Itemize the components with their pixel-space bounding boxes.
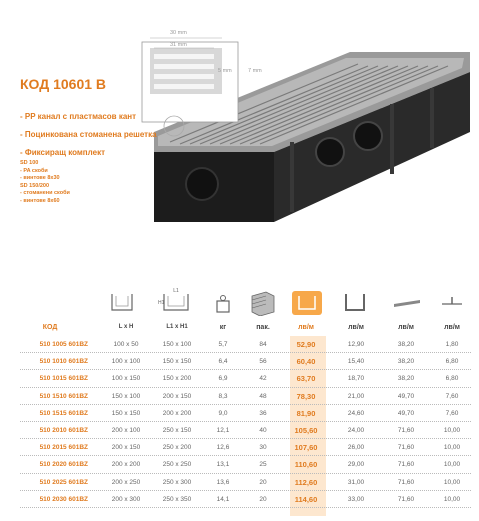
- cell-p3: 7,60: [445, 409, 459, 417]
- cell-pak: 36: [259, 409, 267, 417]
- dim-label-2: 31 mm: [170, 42, 187, 48]
- sub-item: - винтове 8x60: [20, 197, 60, 204]
- sub-item: SD 100: [20, 160, 39, 166]
- table-row: [0, 388, 479, 405]
- product-illustration: [140, 12, 470, 232]
- sub-item: - PA скоби: [20, 167, 48, 174]
- cell-p2: 38,20: [397, 358, 415, 366]
- cell-p1: 31,00: [347, 478, 365, 486]
- table-header: [0, 288, 479, 332]
- channel-dimension-icon: [158, 288, 194, 316]
- header-kg: кг: [219, 324, 227, 331]
- cell-p2: 38,20: [397, 375, 415, 383]
- cell-pak: 48: [259, 392, 267, 400]
- cell-p1: 21,00: [347, 392, 365, 400]
- grate-icon: [392, 296, 422, 310]
- row-separator: [20, 507, 471, 508]
- cell-l1h1: 250 x 300: [162, 478, 192, 486]
- cell-p3: 6,80: [445, 358, 459, 366]
- cell-l1h1: 250 x 350: [162, 495, 192, 503]
- cell-p2: 71,60: [397, 426, 415, 434]
- header-p2: лв/м: [398, 324, 414, 331]
- cell-kg: 12,6: [216, 444, 230, 452]
- l1-marker: L1: [173, 288, 179, 294]
- cell-code: 510 2015 601BZ: [39, 444, 88, 452]
- cell-l1h1: 250 x 200: [162, 444, 192, 452]
- cell-lh: 200 x 300: [111, 495, 141, 503]
- cell-price: 52,90: [296, 340, 316, 349]
- cell-p3: 7,60: [445, 392, 459, 400]
- cell-code: 510 1515 601BZ: [39, 409, 88, 417]
- cell-code: 510 1010 601BZ: [39, 358, 88, 366]
- cell-pak: 56: [259, 358, 267, 366]
- header-lh: L x H: [118, 324, 134, 330]
- cell-l1h1: 150 x 100: [162, 341, 192, 348]
- cell-p3: 10,00: [443, 495, 461, 503]
- sub-item: - стоманени скоби: [20, 190, 70, 196]
- cell-code: 510 1005 601BZ: [39, 341, 88, 348]
- price-table: [0, 336, 479, 508]
- cell-lh: 100 x 150: [111, 375, 141, 383]
- header-p3: лв/м: [444, 324, 460, 331]
- cell-p3: 1,80: [445, 341, 459, 348]
- sub-item: SD 150/200: [20, 182, 50, 189]
- table-row: [0, 456, 479, 473]
- cell-kg: 6,4: [218, 358, 228, 366]
- cell-lh: 100 x 100: [111, 358, 141, 366]
- dim-label-4: 7 mm: [248, 68, 262, 74]
- dim-label-1: 30 mm: [170, 30, 187, 36]
- end-cap-icon: [342, 292, 368, 314]
- cell-p2: 71,60: [397, 495, 415, 503]
- cell-p3: 10,00: [443, 444, 461, 452]
- cell-kg: 9,0: [218, 409, 228, 417]
- cell-kg: 14,1: [216, 495, 230, 503]
- pallet-icon: [248, 290, 276, 316]
- cell-l1h1: 150 x 200: [162, 375, 192, 383]
- cell-lh: 100 x 50: [113, 341, 139, 348]
- table-row: [0, 353, 479, 370]
- feature-grate: - Поцинкована стоманена решетка: [20, 130, 157, 139]
- cell-price: 107,60: [294, 443, 318, 453]
- table-row: [0, 405, 479, 422]
- cell-price: 63,70: [296, 374, 316, 384]
- cell-price: 110,60: [294, 460, 318, 470]
- cell-p1: 33,00: [347, 495, 365, 503]
- table-row: [0, 491, 479, 508]
- cell-pak: 20: [259, 495, 267, 503]
- table-row: [0, 336, 479, 353]
- cell-l1h1: 250 x 150: [162, 426, 192, 434]
- cell-pak: 30: [259, 444, 267, 452]
- cell-lh: 150 x 100: [111, 392, 141, 400]
- cell-kg: 13,6: [216, 478, 230, 486]
- cell-p2: 71,60: [397, 478, 415, 486]
- cell-price: 105,60: [294, 425, 318, 435]
- cell-p2: 71,60: [397, 461, 415, 469]
- cell-code: 510 1510 601BZ: [39, 392, 88, 400]
- cell-l1h1: 200 x 200: [162, 409, 192, 417]
- cell-kg: 6,9: [218, 375, 228, 383]
- header-price: лв/м: [298, 324, 314, 331]
- cell-kg: 8,3: [218, 392, 228, 400]
- cell-price: 112,60: [294, 477, 318, 487]
- cell-p3: 10,00: [443, 461, 461, 469]
- cell-pak: 42: [259, 375, 267, 383]
- cell-lh: 200 x 250: [111, 478, 141, 486]
- cell-l1h1: 150 x 150: [162, 358, 192, 366]
- cell-price: 114,60: [294, 494, 318, 504]
- cell-p1: 24,60: [347, 409, 365, 417]
- cell-pak: 40: [259, 426, 267, 434]
- cell-price: 60,40: [296, 357, 316, 367]
- cell-pak: 84: [259, 341, 267, 348]
- cell-lh: 200 x 200: [111, 461, 141, 469]
- table-row: [0, 370, 479, 387]
- cell-code: 510 2025 601BZ: [39, 478, 88, 486]
- cell-p1: 12,90: [347, 341, 365, 348]
- cell-code: 510 2030 601BZ: [39, 495, 88, 503]
- cell-pak: 25: [259, 461, 267, 469]
- cell-p2: 49,70: [397, 392, 415, 400]
- channel-profile-icon: [108, 288, 136, 316]
- table-row: [0, 474, 479, 491]
- sub-item: - винтове 8x30: [20, 175, 60, 181]
- cell-p1: 26,00: [347, 444, 365, 452]
- cell-pak: 20: [259, 478, 267, 486]
- cell-code: 510 1015 601BZ: [39, 375, 88, 383]
- cell-l1h1: 250 x 250: [162, 461, 192, 469]
- h1-marker: H1: [158, 300, 165, 306]
- cell-code: 510 2010 601BZ: [39, 426, 88, 434]
- header-p1: лв/м: [348, 324, 364, 331]
- price-box-icon: [290, 290, 324, 316]
- cell-p2: 49,70: [397, 409, 415, 417]
- table-row: [0, 439, 479, 456]
- cell-p3: 10,00: [443, 478, 461, 486]
- cell-lh: 200 x 100: [111, 426, 141, 434]
- cell-price: 78,30: [296, 391, 316, 401]
- fixing-bolt-icon: [440, 294, 464, 310]
- cell-price: 81,90: [296, 408, 316, 418]
- cell-kg: 12,1: [216, 426, 230, 434]
- cell-code: 510 2020 601BZ: [39, 461, 88, 469]
- dim-label-3: 5 mm: [218, 68, 232, 74]
- feature-fixing: - Фиксиращ комплект: [20, 148, 105, 157]
- cell-p3: 10,00: [443, 426, 461, 434]
- cell-lh: 200 x 150: [111, 444, 141, 452]
- table-row: [0, 422, 479, 439]
- cell-p2: 71,60: [397, 444, 415, 452]
- product-title: КОД 10601 B: [20, 76, 107, 92]
- header-code: КОД: [42, 324, 58, 331]
- cell-l1h1: 200 x 150: [162, 392, 192, 400]
- weight-icon: [214, 294, 232, 314]
- cell-p1: 24,00: [347, 426, 365, 434]
- cell-p1: 29,00: [347, 461, 365, 469]
- cell-p1: 15,40: [347, 358, 365, 366]
- header-pak: пак.: [256, 324, 270, 331]
- features-list: [20, 112, 160, 205]
- cell-p1: 18,70: [347, 375, 365, 383]
- cell-p3: 6,80: [445, 375, 459, 383]
- cell-p2: 38,20: [397, 341, 415, 348]
- header-l1h1: L1 x H1: [166, 324, 188, 330]
- cell-kg: 5,7: [218, 341, 228, 348]
- cell-kg: 13,1: [216, 461, 230, 469]
- cell-lh: 150 x 150: [111, 409, 141, 417]
- feature-channel: - PP канал с пластмасов кант: [20, 112, 137, 121]
